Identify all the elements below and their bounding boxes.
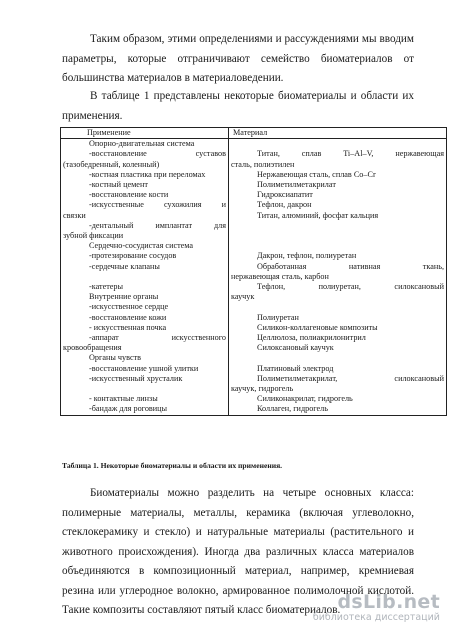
paragraph-table-reference-text: В таблице 1 представлены некоторые биоматериалы и области их применения.: [62, 90, 414, 122]
table-cell: -искусственное сердце: [89, 302, 169, 312]
table-cell: Полиуретан: [257, 312, 299, 322]
paragraph-intro: [62, 30, 414, 89]
table-caption: Таблица 1. Некоторые биоматериалы и области их применения.: [62, 461, 283, 470]
application-column: [61, 139, 229, 415]
watermark-subtitle: библиотека диссертаций: [312, 612, 440, 623]
spacer: [231, 139, 444, 149]
table-cell: -искусственный хрусталик: [89, 373, 183, 383]
table-cell: каучук, гидрогель: [231, 383, 294, 393]
table-cell: Тефлон, дакрон: [257, 200, 312, 210]
table-cell: сталь, полиэтилен: [231, 159, 295, 169]
table-cell: Полиметилметакрилат, силоксановый: [257, 373, 444, 383]
paragraph-intro-text: Таким образом, этими определениями и рассуждениями мы вводим параметры, которые отграничивают семейство биоматериалов от большинства материалов в материаловедении.: [62, 33, 414, 84]
table-cell: -искусственные сухожилия и: [89, 200, 226, 210]
table-cell: Платиновый электрод: [257, 363, 334, 373]
table-cell: Дакрон, тефлон, полиуретан: [257, 251, 357, 261]
table-cell: -катетеры: [89, 282, 124, 292]
table-cell: Титан, алюминий, фосфат кальция: [257, 210, 379, 220]
table-cell: - искусственная почка: [89, 322, 167, 332]
spacer: [231, 241, 444, 251]
table-cell: Полиметилметакрилат: [257, 180, 336, 189]
table-cell: Силоксановый каучук: [257, 343, 334, 353]
header-application: Применение: [61, 128, 229, 139]
table-cell: нержавеющая сталь, карбон: [231, 271, 329, 281]
table-cell: Коллаген, гидрогель: [257, 404, 328, 414]
table-cell: -восстановление ушной улитки: [89, 363, 199, 373]
table-cell: -бандаж для роговицы: [89, 404, 168, 414]
watermark-logo: dsLib.net: [337, 591, 440, 613]
table-cell: Целлюлоза, полиакрилонитрил: [257, 332, 366, 342]
watermark: [313, 592, 440, 624]
group-title: Органы чувств: [89, 353, 142, 363]
table-cell: -восстановление кожи: [89, 312, 167, 322]
table-cell: -аппарат искусственного: [89, 333, 226, 343]
group-title: Внутренние органы: [89, 292, 159, 302]
table-cell: Силикон-коллагеновые композиты: [257, 322, 378, 332]
spacer: [231, 231, 444, 241]
header-material: Материал: [229, 128, 447, 139]
material-column: [229, 139, 447, 415]
table-cell: -восстановление кости: [89, 190, 169, 200]
biomaterials-table: [60, 127, 447, 416]
table-cell: -дентальный имплантат для: [89, 220, 226, 230]
table-body-row: [61, 139, 447, 415]
spacer: [231, 302, 444, 312]
table-cell: каучук: [231, 292, 255, 302]
table-cell: зубной фиксации: [63, 231, 124, 241]
spacer: [231, 221, 444, 231]
table-cell: (тазобедренный, коленный): [63, 159, 160, 169]
group-title: Опорно-двигательная система: [89, 139, 195, 149]
spacer: [63, 272, 226, 282]
table-cell: Титан, сплав Ti–Al–V, нержавеющая: [257, 149, 444, 159]
table-cell: - контактные линзы: [89, 394, 158, 404]
table-cell: -сердечные клапаны: [89, 261, 160, 271]
table-cell: Обработанная нативная ткань,: [257, 261, 444, 271]
table-cell: связки: [63, 210, 86, 220]
table-cell: Гидроксиапатит: [257, 190, 313, 200]
spacer: [63, 384, 226, 394]
paragraph-table-reference: [62, 87, 414, 126]
paragraph-classes-text: Биоматериалы можно разделить на четыре основных класса: полимерные материалы, металлы, керамика (включая углеволокно, стеклокерамику и стекло) и натуральные материалы (растительного и животного происхождения). Иногда два различных класса материалов объединяются в композиционный материал, например, кремниевая резина или углеродное волокно, армированное полимолочной кислотой. Такие композиты составляют пятый класс биоматериалов.: [62, 487, 414, 616]
table-header-row: [61, 128, 447, 139]
table-cell: Силиконакрилат, гидрогель: [257, 394, 353, 404]
table-cell: -костный цемент: [89, 180, 148, 190]
table-cell: кровообращения: [63, 343, 122, 353]
table-cell: -восстановление суставов: [89, 149, 226, 159]
table-cell: -костная пластика при переломах: [89, 169, 206, 179]
group-title: Сердечно-сосудистая система: [89, 241, 194, 251]
table-cell: Нержавеющая сталь, сплав Co–Cr: [257, 169, 376, 179]
table-cell: Тефлон, полиуретан, силоксановый: [257, 281, 444, 291]
spacer: [231, 353, 444, 363]
table-cell: -протезирование сосудов: [89, 251, 177, 261]
